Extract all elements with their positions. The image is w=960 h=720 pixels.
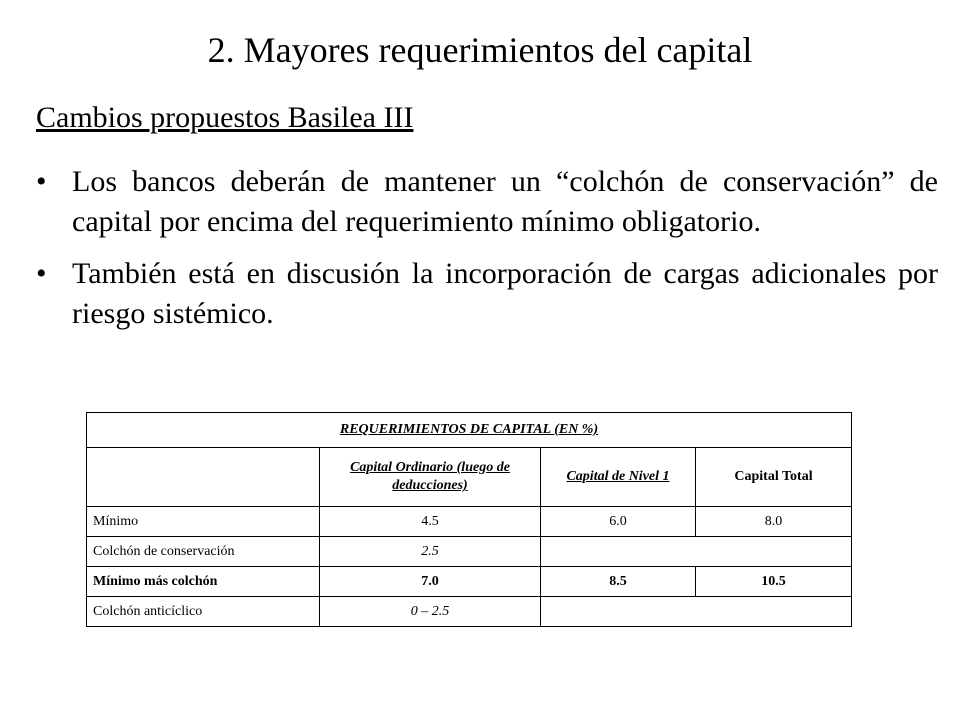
- bullet-text: También está en discusión la incorporación de cargas adicionales por riesgo sistémico.: [72, 257, 938, 330]
- cell-value: 7.0: [320, 567, 541, 597]
- cell-value: 8.5: [541, 567, 696, 597]
- row-label: Colchón de conservación: [87, 537, 320, 567]
- slide-title: 2. Mayores requerimientos del capital: [207, 30, 753, 70]
- header-empty: [87, 448, 320, 507]
- table-caption: REQUERIMIENTOS DE CAPITAL (EN %): [87, 413, 852, 448]
- cell-empty: [541, 537, 852, 567]
- table-row: [87, 597, 852, 627]
- bullet-list: [36, 162, 938, 346]
- slide-subtitle: Cambios propuestos Basilea III: [36, 101, 414, 134]
- header-capital-nivel-1: Capital de Nivel 1: [541, 448, 696, 507]
- cell-value: 4.5: [320, 507, 541, 537]
- header-capital-ordinario: Capital Ordinario (luego de deducciones): [320, 448, 541, 507]
- bullet-item: [36, 162, 938, 242]
- row-label: Colchón anticíclico: [87, 597, 320, 627]
- cell-empty: [541, 597, 852, 627]
- cell-value: 10.5: [696, 567, 852, 597]
- table-row: [87, 567, 852, 597]
- table-row: [87, 507, 852, 537]
- cell-value: 0 – 2.5: [320, 597, 541, 627]
- cell-value: 8.0: [696, 507, 852, 537]
- row-label: Mínimo más colchón: [87, 567, 320, 597]
- cell-value: 2.5: [320, 537, 541, 567]
- cell-value: 6.0: [541, 507, 696, 537]
- row-label: Mínimo: [87, 507, 320, 537]
- header-capital-total: Capital Total: [696, 448, 852, 507]
- capital-requirements-table: [86, 412, 852, 627]
- bullet-icon: •: [36, 165, 47, 198]
- bullet-item: [36, 254, 938, 334]
- table-header-row: [87, 448, 852, 507]
- bullet-text: Los bancos deberán de mantener un “colchón de conservación” de capital por encima del requerimiento mínimo obligatorio.: [72, 165, 938, 238]
- table-row: [87, 537, 852, 567]
- bullet-icon: •: [36, 257, 47, 290]
